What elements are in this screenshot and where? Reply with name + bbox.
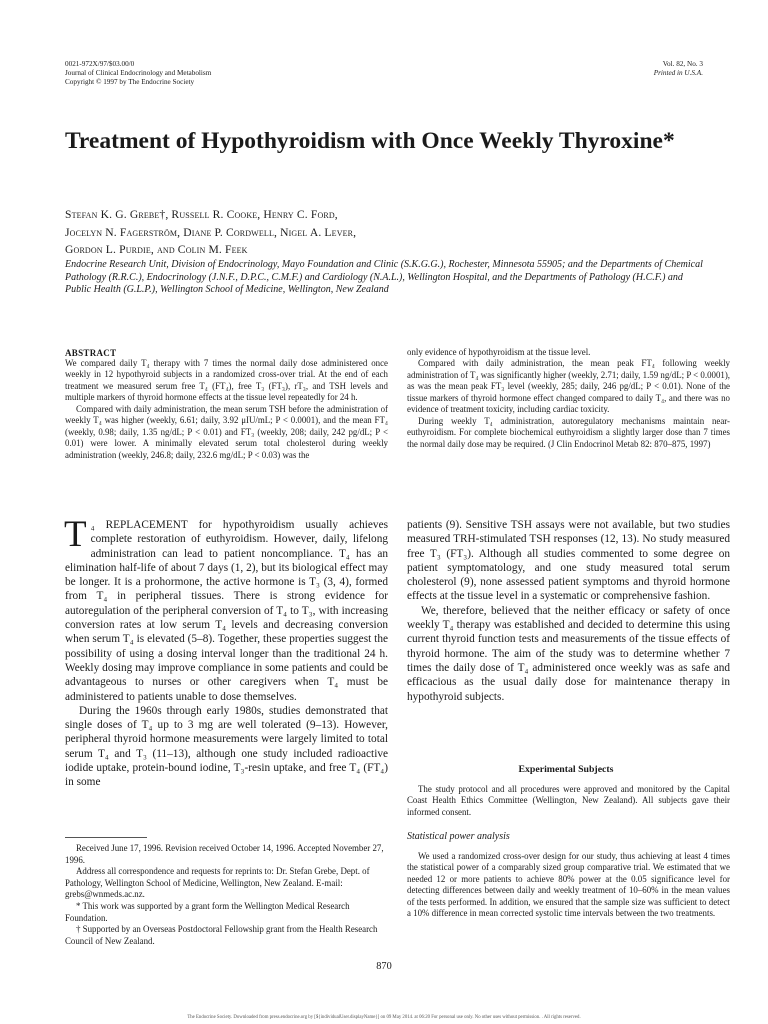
copyright-line: Copyright © 1997 by The Endocrine Society: [65, 78, 195, 87]
abstract-right-column: [407, 347, 730, 450]
author-line: Stefan K. G. Grebe†, Russell R. Cooke, Henry C. Ford,: [65, 208, 338, 221]
author-line: Gordon L. Purdie, and Colin M. Feek: [65, 243, 248, 256]
footnote: Received June 17, 1996. Revision received October 14, 1996. Accepted November 27, 1996.: [65, 843, 384, 865]
abstract-paragraph: Compared with daily administration, the mean serum TSH before the administration of weekly T₄ was higher (weekly, 6.61; daily, 3.92 μIU/mL; P < 0.0001), and the mean FT₄ (weekly, 0.98; daily, 1.35 ng/dL; P < 0.01) and FT₃ (weekly, 208; daily, 242 pg/dL; P < 0.01) were lower. A minimally elevated serum total cholesterol during weekly administration (weekly, 246.8; daily, 232.6 mg/dL; P < 0.03) was the: [65, 403, 388, 460]
section-paragraph: The study protocol and all procedures were approved and monitored by the Capital Coast Health Ethics Committee (Wellington, New Zealand). All subjects gave their informed consent.: [407, 784, 730, 817]
body-paragraph: We, therefore, believed that the neither efficacy or safety of once weekly T₄ therapy was established and decided to determine this using current thyroid function tests and measurements of the tissue effects of thyroid hormone. The aim of the study was to determine whether 7 times the daily dose of T₄ administered once weekly was as safe and efficacious as the usual daily dose for maintenance therapy in hypothyroid subjects.: [407, 604, 730, 703]
download-notice: The Endocrine Society. Downloaded from press.endocrine.org by [${individualUser.displayName}] on 09 May 2014. at 06:20 For personal use only. No other uses without permission. . All rights reserved.: [187, 1015, 581, 1020]
abstract-left-column: [65, 358, 388, 461]
body-right-column: [407, 518, 730, 704]
printed-line: Printed in U.S.A.: [653, 69, 703, 78]
subsection-heading-power-analysis: Statistical power analysis: [407, 831, 510, 842]
issn-line: 0021-972X/97/$03.00/0: [65, 60, 135, 68]
footnote: † Supported by an Overseas Postdoctoral Fellowship grant from the Health Research Council of New Zealand.: [65, 924, 378, 946]
drop-cap: T: [64, 514, 87, 555]
footnote: * This work was supported by a grant form the Wellington Medical Research Foundation.: [65, 900, 350, 923]
affiliation: Endocrine Research Unit, Division of Endocrinology, Mayo Foundation and Clinic (S.K.G.G.), Rochester, Minnesota 55905; and the Departments of Chemical Pathology (R.R.C.), Endocrinology (J.N.F., D.P.C., C.M.F.) and Cardiology (N.A.L.), Wellington Hospital, and the Departments of Pathology (H.C.F.) and Public Health (G.L.P.), Wellington School of Medicine, Wellington, New Zealand: [65, 259, 703, 295]
body-paragraph: During the 1960s through early 1980s, studies demonstrated that single doses of T₄ up to 3 mg are well tolerated (9–13). However, peripheral thyroid hormone measurements were largely limited to total serum T₄ and T₃ (11–13), although one study included radioactive iodide uptake, protein-bound iodine, T₃-resin uptake, and free T₄ (FT₄) in some: [65, 704, 388, 789]
abstract-paragraph: only evidence of hypothyroidism at the tissue level.: [407, 347, 591, 357]
footnotes: [65, 843, 388, 947]
abstract-paragraph: We compared daily T₄ therapy with 7 times the normal daily dose administered once weekly in 12 hypothyroid subjects in a randomized cross-over trial. At the end of each treatment we measured serum free T₄ (FT₄), free T₃ (FT₃), rT₃, and TSH levels and multiple markers of thyroid hormone effects at the tissue level repeatedly for 24 h.: [65, 358, 388, 403]
abstract-paragraph: During weekly T₄ administration, autoregulatory mechanisms maintain near-euthyroidism. For complete biochemical euthyroidism a slightly larger dose than 7 times the normal daily dose may be required. (J Clin Endocrinol Metab 82: 870–875, 1997): [407, 415, 730, 449]
power-analysis-text: [407, 851, 730, 919]
author-list: [65, 206, 715, 259]
footnote: Address all correspondence and requests for reprints to: Dr. Stefan Grebe, Dept. of Pathology, Wellington School of Medicine, Wellington, New Zealand. E-mail: grebs@wnmeds.ac.nz.: [65, 866, 370, 900]
volume-meta: [654, 60, 703, 78]
article-title: Treatment of Hypothyroidism with Once Weekly Thyroxine*: [65, 128, 675, 154]
volume-line: Vol. 82, No. 3: [662, 60, 703, 68]
section-heading-experimental-subjects: Experimental Subjects: [518, 764, 614, 775]
intro-text: ₄ REPLACEMENT for hypothyroidism usually achieves complete restoration of euthyroidism. However, daily, lifelong administration can lead to patient noncompliance. T₄ has an elimination half-life of about 7 days (1, 2), but its biological effect may be longer. It is a prohormone, the active hormone is T₃ (3, 4), formed from T₄ in peripheral tissues. There is strong evidence for autoregulation of the peripheral conversion of T₄ to T₃, with increasing conversion rates at low serum T₄ levels and decreasing conversion when serum T₄ is elevated (5–8). Together, these properties suggest the possibility of using a dosing interval longer than the traditional 24 h. Weekly dosing may improve compliance in some patients and could be advantageous to nurses or other caregivers when T₄ must be administered to patients unable to dose themselves.: [65, 519, 388, 703]
journal-name: Journal of Clinical Endocrinology and Metabolism: [65, 69, 212, 78]
body-left-column: [64, 514, 388, 790]
abstract-heading: ABSTRACT: [65, 348, 117, 358]
abstract-paragraph: Compared with daily administration, the mean peak FT₄ following weekly administration of T₄ was significantly higher (weekly, 2.71; daily, 1.59 ng/dL; P < 0.0001), as was the mean peak FT₃ level (weekly, 285; daily, 246 pg/dL; P < 0.01). None of the tissue markers of thyroid hormone effect changed compared to daily T₄, and there was no evidence of treatment toxicity, including cardiac toxicity.: [407, 358, 730, 415]
footnote-divider: [65, 837, 147, 838]
page-number: 870: [376, 961, 392, 972]
section-paragraph: We used a randomized cross-over design for our study, thus achieving at least 4 times the statistical power of a comparably sized group comparative trial. We estimated that we needed 12 or more patients to achieve 80% power at the 0.05 significance level for detecting differences between daily and weekly treatment of 10–60% in the mean values of the tests performed. In addition, we ensured that the sample size was sufficient to detect a 10% difference in mean corrected systolic time intervals between the two treatments.: [407, 851, 730, 919]
author-line: Jocelyn N. Fagerström, Diane P. Cordwell, Nigel A. Lever,: [65, 225, 357, 239]
body-paragraph: patients (9). Sensitive TSH assays were not available, but two studies measured TRH-stimulated TSH responses (12, 13). No study measured free T₃ (FT₃). Although all studies commented to some degree on patient symptomatology, and one study measured total serum cholesterol (9), none assessed patient symptoms and thyroid hormone effects at the tissue level in a systematic or comprehensive fashion.: [407, 519, 730, 603]
intro-paragraph: [64, 514, 388, 704]
experimental-subjects-text: [407, 784, 730, 818]
journal-meta: [65, 60, 211, 88]
